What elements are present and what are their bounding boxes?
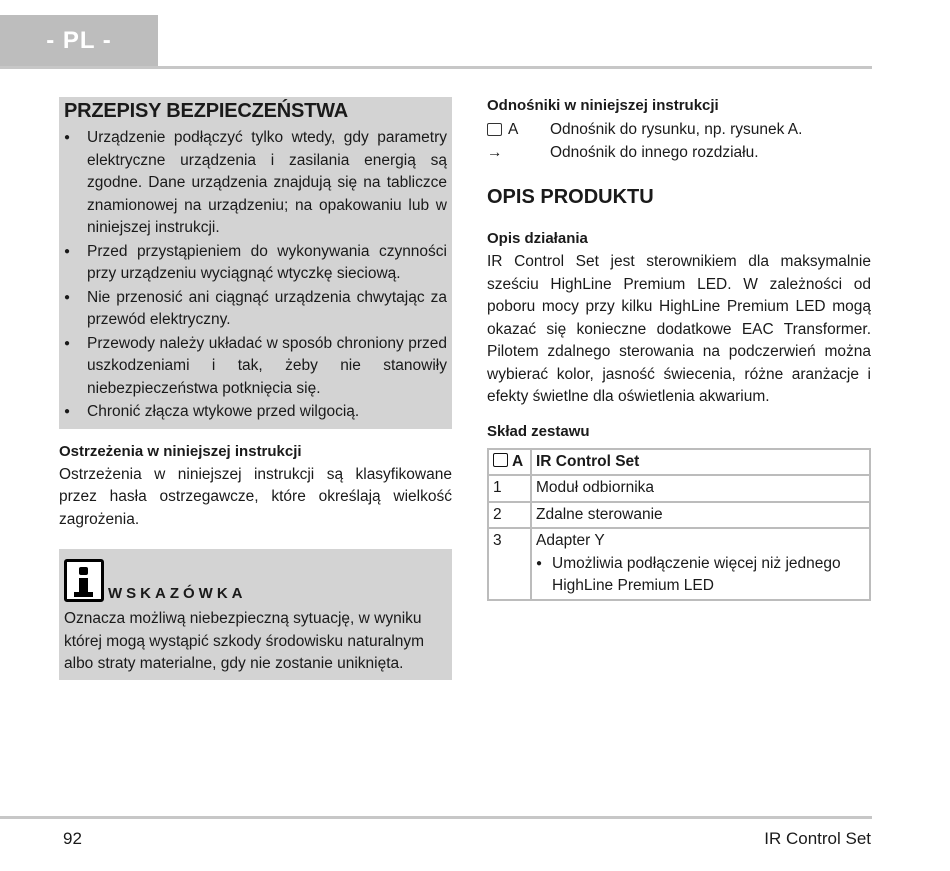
table-row xyxy=(488,528,870,600)
kit-item-label: Adapter Y xyxy=(536,532,605,549)
footer-doc-title: IR Control Set xyxy=(764,829,871,848)
arrow-icon: → xyxy=(487,144,503,161)
kit-item-note: ● Umożliwia podłączenie więcej niż jednego HighLine Premium LED xyxy=(536,553,865,598)
footer-divider xyxy=(0,816,872,819)
references-list xyxy=(487,118,871,164)
references-heading: Odnośniki w niniejszej instrukcji xyxy=(487,97,719,114)
info-icon xyxy=(64,559,104,602)
reference-text: Odnośnik do rysunku, np. rysunek A. xyxy=(550,121,803,138)
warnings-section xyxy=(59,443,452,532)
kit-table xyxy=(487,448,871,601)
right-column xyxy=(487,97,871,601)
safety-item: ● Chronić złącza wtykowe przed wilgocią. xyxy=(64,401,447,424)
figure-letter: A xyxy=(508,121,519,138)
warnings-heading: Ostrzeżenia w niniejszej instrukcji xyxy=(59,442,302,460)
square-icon xyxy=(493,453,508,467)
left-column xyxy=(59,97,452,680)
safety-list xyxy=(64,127,447,424)
reference-row-figure xyxy=(487,118,871,141)
table-row xyxy=(488,449,870,476)
kit-label-cell xyxy=(531,528,870,600)
reference-symbol xyxy=(487,118,550,141)
table-row xyxy=(488,475,870,502)
table-row xyxy=(488,502,870,529)
kit-label-cell: IR Control Set xyxy=(531,449,870,476)
notice-header xyxy=(64,559,447,602)
safety-item: ● Przed przystąpieniem do wykonywania czynności przy urządzeniu wyciągnąć wtyczkę sieciową. xyxy=(64,241,447,286)
reference-row-chapter xyxy=(487,141,871,164)
header-divider xyxy=(0,66,872,69)
warnings-text: Ostrzeżenia w niniejszej instrukcji są klasyfikowane przez hasła ostrzegawcze, które określają wielkość zagrożenia. xyxy=(59,465,452,528)
product-title: OPIS PRODUKTU xyxy=(487,186,654,208)
notice-title: WSKAZÓWKA xyxy=(108,585,247,602)
safety-title: PRZEPISY BEZPIECZEŃSTWA xyxy=(64,100,348,122)
kit-num-cell: 3 xyxy=(488,528,531,600)
function-text: IR Control Set jest sterownikiem dla maksymalnie sześciu HighLine Premium LED. W zależności od poboru mocy przy kilku HighLine Premium LED mogą okazać się konieczne dodatkowe EAC Transformer. Pilotem zdalnego sterowania na podczerwień można wybierać kolor, jasność świecenia, różne aranżacje i efekty świetlne dla oświetlenia akwarium. xyxy=(487,253,871,405)
kit-label-cell: Zdalne sterowanie xyxy=(531,502,870,529)
square-icon xyxy=(487,123,502,136)
page-number: 92 xyxy=(63,829,82,848)
function-heading: Opis działania xyxy=(487,230,588,247)
reference-text: Odnośnik do innego rozdziału. xyxy=(550,144,759,161)
notice-text: Oznacza możliwą niebezpieczną sytuację, w wyniku której mogą wystąpić szkody środowisku naturalnym albo straty materialne, gdy nie zostanie uniknięta. xyxy=(64,610,425,672)
kit-num-cell: 1 xyxy=(488,475,531,502)
safety-item: ● Urządzenie podłączyć tylko wtedy, gdy parametry elektryczne urządzenia i zasilania energią są zgodne. Dane urządzenia znajdują się na tabliczce znamionowej na urządzeniu; na opakowaniu lub w niniejszej instrukcji. xyxy=(64,127,447,240)
safety-item: ● Nie przenosić ani ciągnąć urządzenia chwytając za przewód elektryczny. xyxy=(64,287,447,332)
kit-heading: Skład zestawu xyxy=(487,422,590,440)
notice-box xyxy=(59,549,452,680)
safety-section xyxy=(59,97,452,429)
kit-num-cell: 2 xyxy=(488,502,531,529)
safety-item: ● Przewody należy układać w sposób chroniony przed uszkodzeniami i tak, żeby nie stanowiły niebezpieczeństwa potknięcia się. xyxy=(64,333,447,401)
kit-num-cell: A xyxy=(488,449,531,476)
language-tab: - PL - xyxy=(0,15,158,67)
kit-label-cell: Moduł odbiornika xyxy=(531,475,870,502)
